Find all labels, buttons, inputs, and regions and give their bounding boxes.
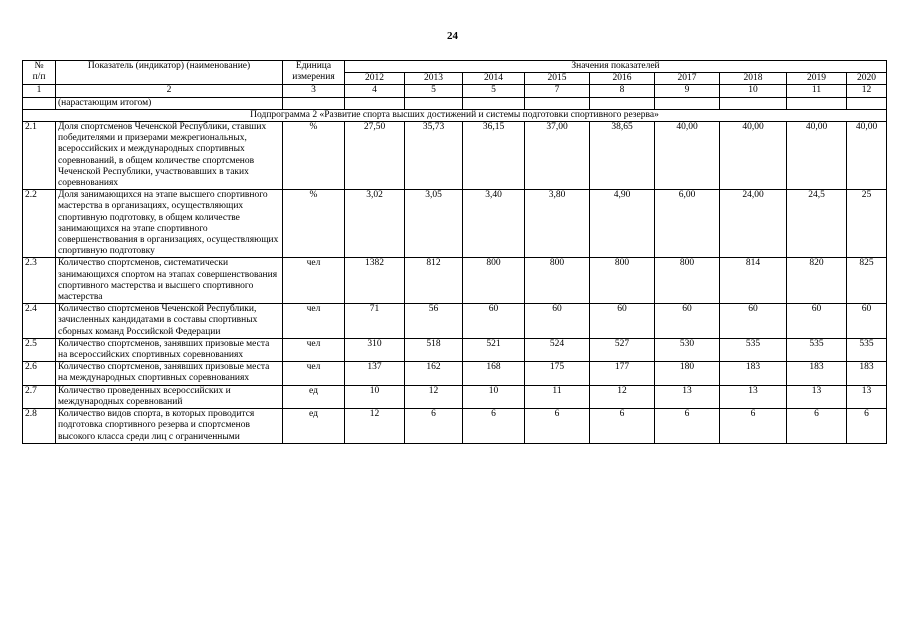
- indicator-value: 35,73: [405, 122, 463, 190]
- continuation-empty-cell: [463, 97, 525, 109]
- indicator-name: Количество видов спорта, в которых проводится подготовка спортивного резерва и спортсменов высокого класса среди лиц с ограниченными: [56, 409, 283, 444]
- subprogram-title: Подпрограмма 2 «Развитие спорта высших достижений и системы подготовки спортивного резерва»: [23, 109, 887, 121]
- indicator-name: Доля спортсменов Чеченской Республики, ставших победителями и призерами межрегиональных, всероссийских и международных спортивных соревнований, в общем количестве спортсменов Чеченской Республики, участвовавших в таких соревнованиях: [56, 122, 283, 190]
- header-year-5: 2017: [655, 73, 720, 85]
- continuation-empty-cell: [345, 97, 405, 109]
- continuation-empty-cell: [787, 97, 847, 109]
- column-number-4: 5: [405, 85, 463, 97]
- indicator-value: 183: [720, 362, 787, 385]
- continuation-empty-cell: [847, 97, 887, 109]
- indicator-value: 40,00: [655, 122, 720, 190]
- indicator-value: 3,40: [463, 190, 525, 258]
- indicator-value: 11: [525, 385, 590, 408]
- continuation-row: [23, 97, 887, 109]
- row-number: 2.6: [23, 362, 56, 385]
- continuation-empty-cell: [655, 97, 720, 109]
- column-number-7: 8: [590, 85, 655, 97]
- header-year-3: 2015: [525, 73, 590, 85]
- indicator-value: 183: [787, 362, 847, 385]
- header-unit-cell: [283, 61, 345, 85]
- indicator-value: 60: [720, 304, 787, 339]
- header-year-6: 2018: [720, 73, 787, 85]
- continuation-no-cell: [23, 97, 56, 109]
- indicator-value: 36,15: [463, 122, 525, 190]
- column-numbers-row: [23, 85, 887, 97]
- column-number-1: 2: [56, 85, 283, 97]
- indicator-unit: %: [283, 190, 345, 258]
- indicator-value: 56: [405, 304, 463, 339]
- indicator-value: 6: [463, 409, 525, 444]
- indicator-value: 535: [787, 338, 847, 361]
- indicator-value: 800: [590, 258, 655, 304]
- indicator-value: 27,50: [345, 122, 405, 190]
- indicator-value: 60: [787, 304, 847, 339]
- continuation-empty-cell: [720, 97, 787, 109]
- column-number-3: 4: [345, 85, 405, 97]
- indicator-value: 25: [847, 190, 887, 258]
- indicator-value: 60: [525, 304, 590, 339]
- indicator-name: Количество спортсменов, систематически занимающихся спортом на этапах совершенствования спортивного мастерства и высшего спортивного мастерства: [56, 258, 283, 304]
- indicator-value: 6: [525, 409, 590, 444]
- indicator-value: 825: [847, 258, 887, 304]
- indicator-unit: чел: [283, 304, 345, 339]
- header-number-label: №: [34, 61, 44, 71]
- indicator-value: 13: [787, 385, 847, 408]
- table-row: [23, 190, 887, 258]
- indicator-value: 60: [847, 304, 887, 339]
- indicator-value: 3,80: [525, 190, 590, 258]
- indicator-name: Количество спортсменов, занявших призовые места на всероссийских спортивных соревнованиях: [56, 338, 283, 361]
- indicator-name: Доля занимающихся на этапе высшего спортивного мастерства в организациях, осуществляющих спортивную подготовку, в общем количестве занимающихся на этапе спортивного совершенствования в организациях, осуществляющих спортивную подготовку: [56, 190, 283, 258]
- indicator-value: 177: [590, 362, 655, 385]
- indicator-value: 162: [405, 362, 463, 385]
- indicator-value: 13: [847, 385, 887, 408]
- column-number-6: 7: [525, 85, 590, 97]
- page-number: 24: [447, 30, 458, 42]
- table-row: [23, 362, 887, 385]
- indicator-value: 310: [345, 338, 405, 361]
- indicator-value: 1382: [345, 258, 405, 304]
- header-number-cell: [23, 61, 56, 85]
- indicator-value: 521: [463, 338, 525, 361]
- indicator-name: Количество спортсменов Чеченской Республики, зачисленных кандидатами в составы спортивных сборных команд Российской Федерации: [56, 304, 283, 339]
- indicator-value: 3,02: [345, 190, 405, 258]
- indicator-value: 12: [590, 385, 655, 408]
- indicator-value: 800: [525, 258, 590, 304]
- table-row: [23, 338, 887, 361]
- indicator-unit: чел: [283, 362, 345, 385]
- indicator-value: 4,90: [590, 190, 655, 258]
- indicator-value: 38,65: [590, 122, 655, 190]
- indicator-value: 180: [655, 362, 720, 385]
- indicator-value: 24,5: [787, 190, 847, 258]
- indicator-value: 800: [655, 258, 720, 304]
- column-number-9: 10: [720, 85, 787, 97]
- indicator-value: 175: [525, 362, 590, 385]
- continuation-empty-cell: [590, 97, 655, 109]
- indicators-table: [22, 60, 887, 444]
- header-unit-label: Единица: [295, 61, 332, 71]
- indicator-value: 37,00: [525, 122, 590, 190]
- indicator-unit: чел: [283, 338, 345, 361]
- indicator-value: 137: [345, 362, 405, 385]
- indicator-unit: ед: [283, 385, 345, 408]
- indicator-value: 535: [720, 338, 787, 361]
- header-year-0: 2012: [345, 73, 405, 85]
- indicator-value: 60: [590, 304, 655, 339]
- indicator-value: 10: [463, 385, 525, 408]
- indicator-value: 71: [345, 304, 405, 339]
- row-number: 2.7: [23, 385, 56, 408]
- column-number-11: 12: [847, 85, 887, 97]
- continuation-text: (нарастающим итогом): [56, 97, 283, 109]
- indicator-value: 13: [655, 385, 720, 408]
- row-number: 2.4: [23, 304, 56, 339]
- indicator-value: 527: [590, 338, 655, 361]
- table-row: [23, 122, 887, 190]
- continuation-empty-cell: [525, 97, 590, 109]
- indicator-value: 3,05: [405, 190, 463, 258]
- indicator-value: 40,00: [720, 122, 787, 190]
- column-number-8: 9: [655, 85, 720, 97]
- row-number: 2.2: [23, 190, 56, 258]
- indicator-value: 13: [720, 385, 787, 408]
- table-row: [23, 385, 887, 408]
- indicator-unit: чел: [283, 258, 345, 304]
- indicator-value: 183: [847, 362, 887, 385]
- indicator-value: 518: [405, 338, 463, 361]
- header-year-2: 2014: [463, 73, 525, 85]
- column-number-10: 11: [787, 85, 847, 97]
- indicator-name: Количество спортсменов, занявших призовые места на международных спортивных соревнованиях: [56, 362, 283, 385]
- header-indicator-cell: Показатель (индикатор) (наименование): [56, 61, 283, 85]
- header-year-7: 2019: [787, 73, 847, 85]
- indicator-value: 812: [405, 258, 463, 304]
- indicator-value: 60: [655, 304, 720, 339]
- indicator-value: 820: [787, 258, 847, 304]
- continuation-empty-cell: [405, 97, 463, 109]
- indicator-value: 6: [405, 409, 463, 444]
- indicator-value: 6: [720, 409, 787, 444]
- indicator-value: 800: [463, 258, 525, 304]
- continuation-empty-cell: [283, 97, 345, 109]
- header-year-1: 2013: [405, 73, 463, 85]
- indicator-value: 168: [463, 362, 525, 385]
- indicator-name: Количество проведенных всероссийских и международных соревнований: [56, 385, 283, 408]
- row-number: 2.1: [23, 122, 56, 190]
- indicator-value: 6: [787, 409, 847, 444]
- indicator-value: 524: [525, 338, 590, 361]
- indicator-value: 530: [655, 338, 720, 361]
- column-number-5: 5: [463, 85, 525, 97]
- indicator-value: 40,00: [787, 122, 847, 190]
- indicator-value: 814: [720, 258, 787, 304]
- indicator-value: 6: [655, 409, 720, 444]
- subprogram-row: [23, 109, 887, 121]
- header-unit-label-2: измерения: [292, 72, 335, 83]
- header-number-label-2: п/п: [32, 72, 46, 83]
- indicator-value: 12: [345, 409, 405, 444]
- indicator-value: 24,00: [720, 190, 787, 258]
- row-number: 2.5: [23, 338, 56, 361]
- indicator-value: 6,00: [655, 190, 720, 258]
- indicator-value: 40,00: [847, 122, 887, 190]
- indicator-unit: %: [283, 122, 345, 190]
- column-number-0: 1: [23, 85, 56, 97]
- column-number-2: 3: [283, 85, 345, 97]
- table-row: [23, 304, 887, 339]
- indicator-value: 6: [590, 409, 655, 444]
- table-row: [23, 409, 887, 444]
- row-number: 2.8: [23, 409, 56, 444]
- indicator-value: 535: [847, 338, 887, 361]
- indicator-value: 6: [847, 409, 887, 444]
- row-number: 2.3: [23, 258, 56, 304]
- indicator-unit: ед: [283, 409, 345, 444]
- indicator-value: 10: [345, 385, 405, 408]
- header-year-8: 2020: [847, 73, 887, 85]
- header-year-4: 2016: [590, 73, 655, 85]
- table-row: [23, 258, 887, 304]
- header-values-cell: Значения показателей: [345, 61, 887, 73]
- indicator-value: 12: [405, 385, 463, 408]
- header-row-1: [23, 61, 887, 73]
- indicator-value: 60: [463, 304, 525, 339]
